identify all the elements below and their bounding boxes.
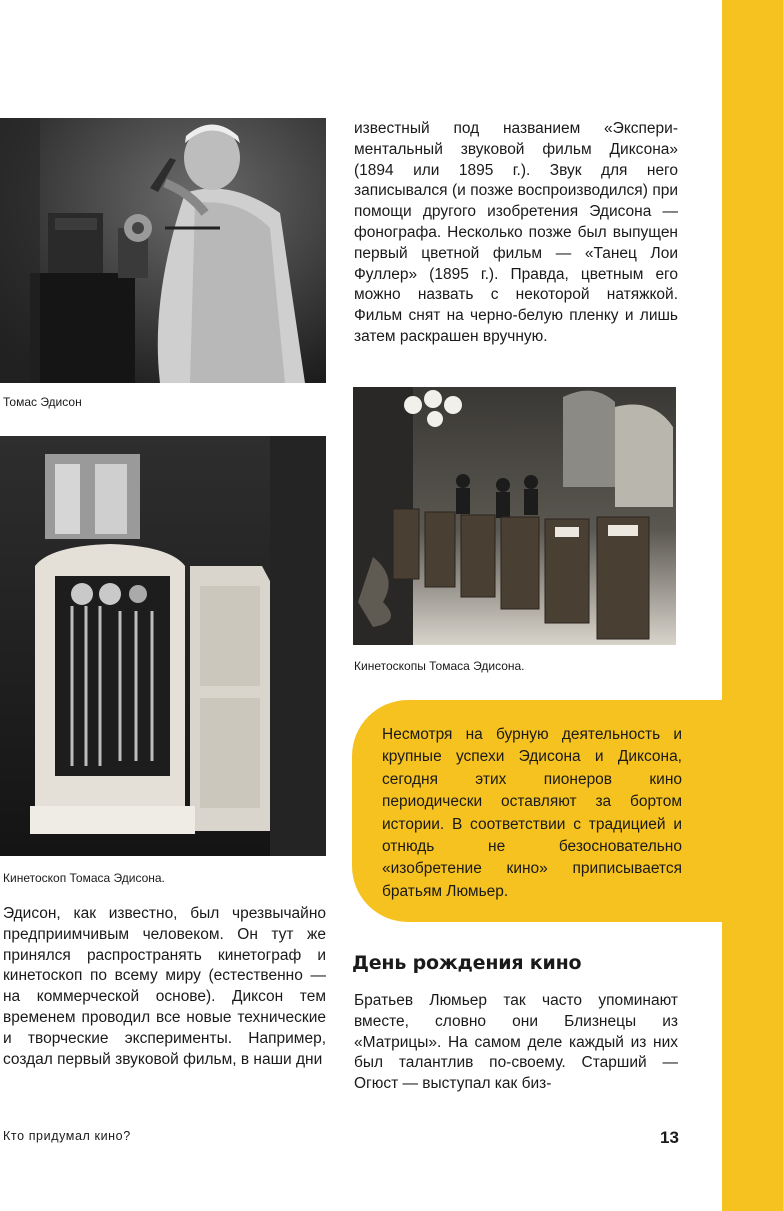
caption-kinetoscopes: Кинетоскопы Томаса Эдисона. <box>354 659 525 673</box>
caption-edison: Томас Эдисон <box>3 395 82 409</box>
caption-kinetoscope: Кинетоскоп Томаса Эдисона. <box>3 871 165 885</box>
yellow-edge-bar <box>722 0 783 1211</box>
section-title: День рождения кино <box>352 952 582 974</box>
right-paragraph-bottom: Братьев Люмьер так часто упоминают вместе, словно они Близнецы из «Матрицы». На самом деле каждый из них был талантлив по-своему. Старший — Огюст — выступал как биз- <box>354 992 678 1093</box>
right-paragraph-top: известный под названием «Экспериментальный звуковой фильм Диксона» (1894 или 1895 г.). Звук для него записывался (и позже воспроизводился) при помощи другого изобретения Эдисона — фонографа. Несколько позже был выпущен первый цветной фильм — «Танец Лои Фуллер» (1895 г.). Правда, цветным его можно назвать с некоторой натяжкой. Фильм снят на черно-белую пленку и лишь затем раскрашен вручную. <box>354 120 678 345</box>
footer-book-title: Кто придумал кино? <box>3 1129 131 1143</box>
left-paragraph: Эдисон, как известно, был чрезвычайно предприимчивым человеком. Он тут же принялся распространять кинетограф и кинетоскоп по всему миру (естественно — на коммерческой основе). Диксон тем временем проводил все новые технические и творческие эксперименты. Например, создал первый звуковой фильм, в наши дни <box>3 905 326 1068</box>
callout-box <box>352 700 783 922</box>
callout-text: Несмотря на бурную деятельность и крупные успехи Эдисона и Диксона, сегодня этих пионеров кино периодически оставляют за бортом истории. В соответствии с традицией и отнюдь не безосновательно «изобретение кино» приписывается братьям Люмьер. <box>382 726 682 900</box>
photo-kinetoscope-parlor <box>353 387 676 645</box>
page-number: 13 <box>660 1128 679 1147</box>
photo-edison <box>0 118 326 383</box>
photo-kinetoscope <box>0 436 326 856</box>
